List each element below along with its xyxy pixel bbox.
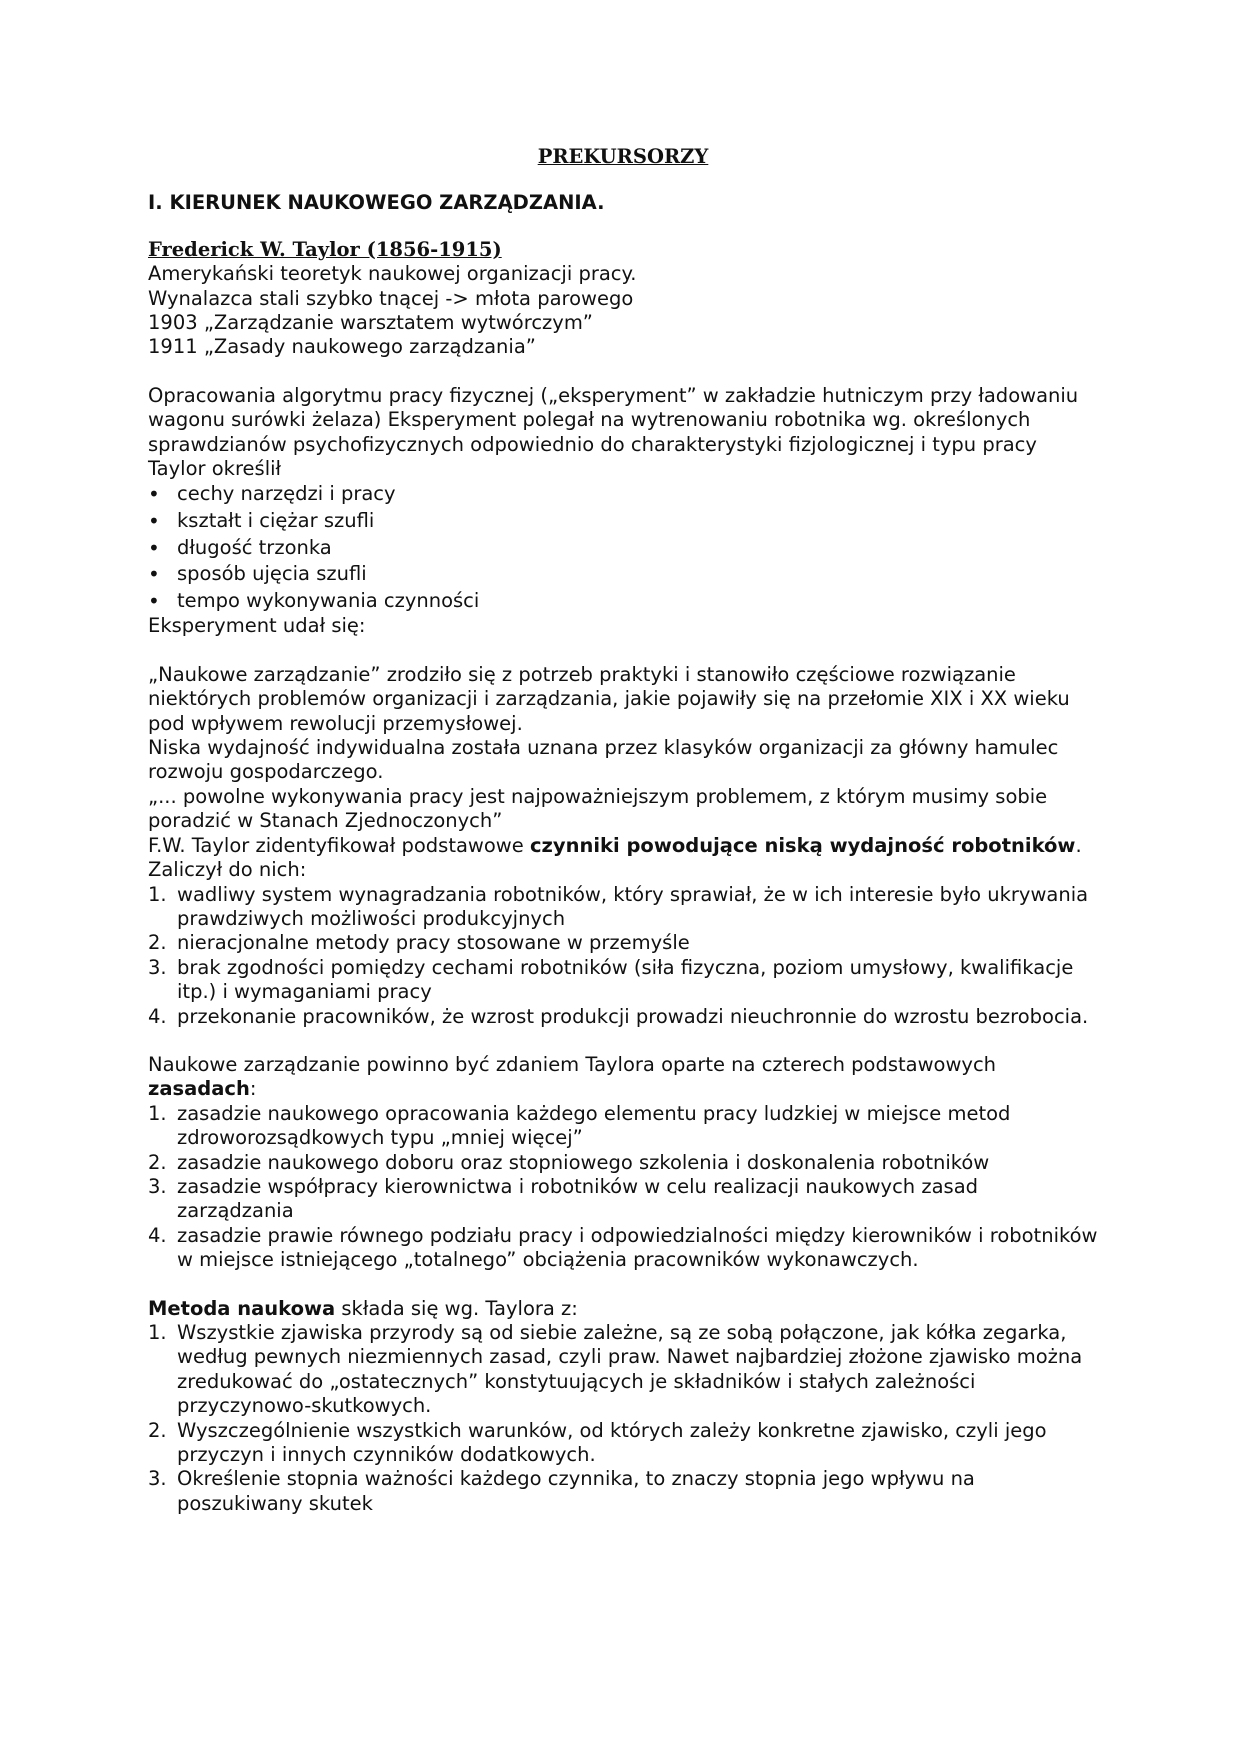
intro-line: Wynalazca stali szybko tnącej -> młota parowego <box>148 286 634 310</box>
item-text: przekonanie pracowników, że wzrost produkcji prowadzi nieuchronnie do wzrostu bezrobocia. <box>177 1004 1089 1028</box>
item-number: 1. <box>148 1101 167 1125</box>
method-steps-list <box>148 1321 1098 1516</box>
list-item <box>148 1467 1098 1516</box>
item-number: 4. <box>148 1004 167 1028</box>
item-number: 2. <box>148 1150 167 1174</box>
item-text: zasadzie współpracy kierownictwa i robotników w celu realizacji naukowych zasad zarządzania <box>177 1174 979 1223</box>
factors-intro <box>148 834 1098 883</box>
list-item: • cechy narzędzi i pracy <box>148 481 1098 508</box>
factors-intro-text: F.W. Taylor zidentyfikował podstawowe <box>148 833 530 857</box>
efficiency-paragraph: Niska wydajność indywidualna została uznana przez klasyków organizacji za główny hamulec rozwoju gospodarczego. <box>148 736 1059 784</box>
intro-line: Amerykański teoretyk naukowej organizacji pracy. <box>148 262 637 286</box>
list-item <box>148 931 1098 955</box>
item-text: zasadzie prawie równego podziału pracy i odpowiedzialności między kierowników i robotników w miejsce istniejącego „totalnego” obciążenia pracowników wykonawczych. <box>177 1223 1098 1272</box>
item-number: 3. <box>148 1467 167 1491</box>
list-item <box>148 956 1098 1005</box>
principles-intro-text: Naukowe zarządzanie powinno być zdaniem Taylora oparte na czterech podstawowych <box>148 1052 997 1076</box>
list-item <box>148 883 1098 932</box>
principles-intro <box>148 1053 1098 1102</box>
item-text: Określenie stopnia ważności każdego czynnika, to znaczy stopnia jego wpływu na poszukiwany skutek <box>177 1467 975 1515</box>
item-text: wadliwy system wynagradzania robotników, który sprawiał, że w ich interesie było ukrywania prawdziwych możliwości produkcyjnych <box>177 882 1089 930</box>
item-number: 1. <box>148 882 167 906</box>
factors-intro-tail: . Zaliczył do nich: <box>148 833 1082 882</box>
list-item <box>148 1321 1098 1419</box>
list-item: • sposób ujęcia szufli <box>148 561 1098 588</box>
intro-line: 1903 „Zarządzanie warsztatem wytwórczym” <box>148 311 593 335</box>
origin-paragraph: „Naukowe zarządzanie” zrodziło się z potrzeb praktyki i stanowiło częściowe rozwiązanie niektórych problemów organizacji i zarządzania, jakie pojawiły się na przełomie XIX i XX wieku pod wpływem rewolucji przemysłowej. <box>148 662 1070 735</box>
item-number: 1. <box>148 1321 167 1344</box>
section-heading: I. KIERUNEK NAUKOWEGO ZARZĄDZANIA. <box>148 191 605 215</box>
list-item <box>148 1224 1098 1273</box>
principles-list <box>148 1102 1098 1273</box>
item-number: 3. <box>148 1174 167 1198</box>
experiment-result: Eksperyment udał się: <box>148 614 366 638</box>
list-item: • długość trzonka <box>148 535 1098 562</box>
principles-intro-tail: : <box>249 1077 257 1101</box>
item-text: zasadzie naukowego doboru oraz stopniowego szkolenia i doskonalenia robotników <box>177 1150 990 1174</box>
item-text: brak zgodności pomiędzy cechami robotników (siła fizyczna, poziom umysłowy, kwalifikacje itp.) i wymaganiami pracy <box>177 955 1074 1004</box>
intro-line: 1911 „Zasady naukowego zarządzania” <box>148 335 536 359</box>
item-number: 2. <box>148 931 167 955</box>
factors-list <box>148 883 1098 1029</box>
list-item <box>148 1102 1098 1151</box>
method-intro-bold: Metoda naukowa <box>148 1296 336 1320</box>
person-heading: Frederick W. Taylor (1856-1915) <box>148 237 502 261</box>
item-text: nieracjonalne metody pracy stosowane w przemyśle <box>177 931 690 955</box>
item-text: Wszystkie zjawiska przyrody są od siebie zależne, są ze sobą połączone, jak kółka zegarka, według pewnych niezmiennych zasad, czyli praw. Nawet najbardziej złożone zjawisko można zredukować do „ostatecznych” konstytuujących je składników i stałych zależności przyczynowo-skutkowych. <box>177 1321 1083 1418</box>
intro-block <box>148 262 1098 360</box>
document-title: PREKURSORZY <box>537 145 709 168</box>
item-text: zasadzie naukowego opracowania każdego elementu pracy ludzkiej w miejsce metod zdroworozsądkowych typu „mniej więcej” <box>177 1101 1011 1150</box>
document-page <box>148 145 1098 1516</box>
list-item <box>148 1151 1098 1175</box>
defined-items-list <box>148 481 1098 614</box>
item-number: 4. <box>148 1223 167 1247</box>
method-intro-tail: składa się wg. Taylora z: <box>335 1296 578 1320</box>
taylor-defined-label: Taylor określił <box>148 457 282 481</box>
method-intro <box>148 1297 1098 1321</box>
factors-intro-bold: czynniki powodujące niską wydajność robotników <box>529 833 1076 857</box>
list-item: • tempo wykonywania czynności <box>148 588 1098 615</box>
item-number: 3. <box>148 955 167 979</box>
list-item <box>148 1175 1098 1224</box>
item-number: 2. <box>148 1418 167 1442</box>
item-text: Wyszczególnienie wszystkich warunków, od których zależy konkretne zjawisko, czyli jego przyczyn i innych czynników dodatkowych. <box>177 1418 1047 1467</box>
principles-intro-bold: zasadach <box>148 1077 250 1101</box>
quote-paragraph: „... powolne wykonywania pracy jest najpoważniejszym problemem, z którym musimy sobie poradzić w Stanach Zjednoczonych” <box>148 784 1048 833</box>
list-item <box>148 1005 1098 1029</box>
list-item: • kształt i ciężar szufli <box>148 508 1098 535</box>
list-item <box>148 1419 1098 1468</box>
algorithm-paragraph: Opracowania algorytmu pracy fizycznej („eksperyment” w zakładzie hutniczym przy ładowaniu wagonu surówki żelaza) Eksperyment polegał na wytrenowaniu robotnika wg. określonych sprawdzianów psychofizycznych odpowiednio do charakterystyki fizjologicznej i typu pracy <box>148 383 1079 456</box>
